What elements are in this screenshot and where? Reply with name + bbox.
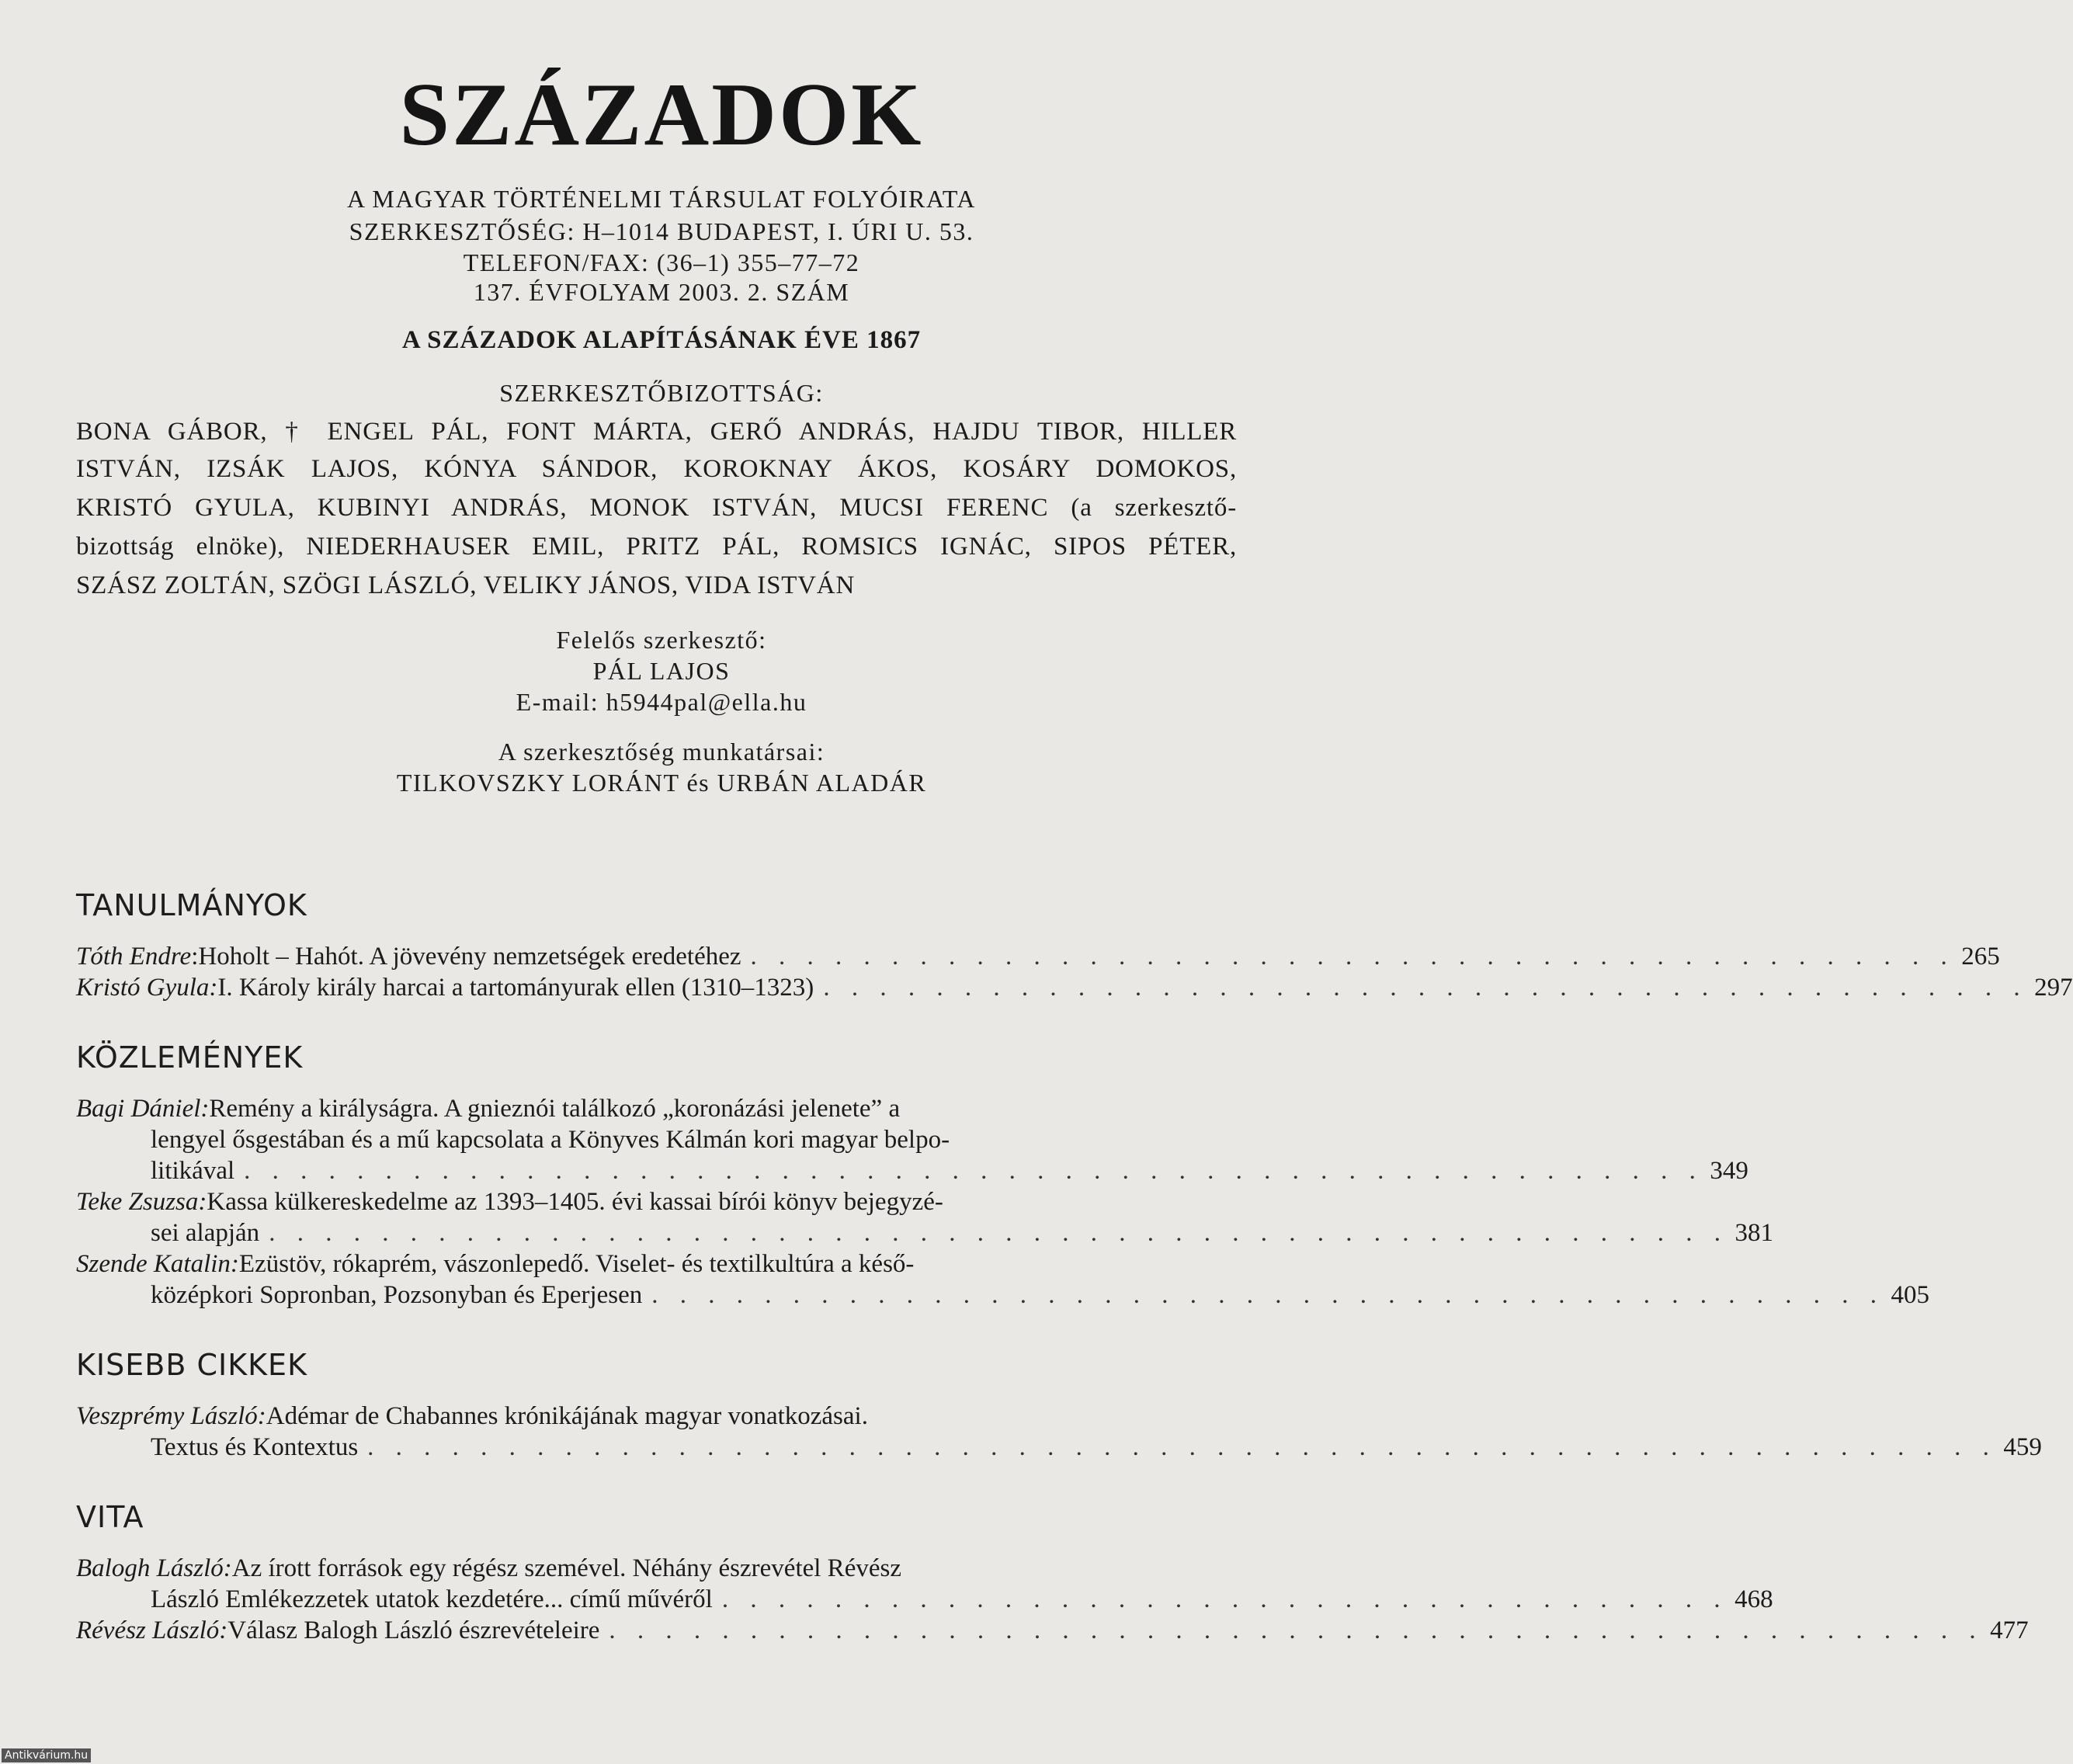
toc-entry <box>76 1186 1234 1217</box>
editor-email: E-mail: h5944pal@ella.hu <box>516 688 807 716</box>
section-entries <box>76 1093 1930 1311</box>
editor-name: PÁL LAJOS <box>592 657 731 685</box>
section-entries <box>76 941 2073 1003</box>
entry-author: Teke Zsuzsa: <box>76 1188 207 1216</box>
entry-title: Remény a királyságra. A gnieznói találkozó „koronázási jelenete” a <box>209 1095 901 1123</box>
publisher-line: A MAGYAR TÖRTÉNELMI TÁRSULAT FOLYÓIRATA <box>347 185 976 213</box>
volume-line: 137. ÉVFOLYAM 2003. 2. SZÁM <box>473 278 850 306</box>
entry-title: Adémar de Chabannes krónikájának magyar vonatkozásai. <box>266 1402 868 1430</box>
entry-page: 459 <box>2003 1433 2042 1461</box>
watermark: Antikvárium.hu <box>2 1748 91 1762</box>
entry-author: Veszprémy László: <box>76 1402 266 1430</box>
leader-dots: . . . . . . . . . . . . . . . . . . . . . . . . . . . . . . . . . . . . . . . . . . . . <box>651 1281 1885 1309</box>
entry-title: Ezüstöv, rókaprém, vászonlepedő. Viselet- és textilkultúra a késő- <box>238 1250 915 1278</box>
section-heading: KISEBB CIKKEK <box>76 1348 307 1382</box>
section-heading: VITA <box>76 1500 144 1534</box>
toc-entry: Tóth Endre : Hoholt – Hahót. A jövevény nemzetségek eredetéhez . . . . . . . . . . . . . . . . . . . . . . . . . . . . . . . . . . . . . . . . . . . 265 <box>76 943 2000 971</box>
leader-dots: . . . . . . . . . . . . . . . . . . . . . . . . . . . . . . . . . . . . . . . . . . . . . . . . . . . . <box>269 1219 1728 1247</box>
leader-dots: . . . . . . . . . . . . . . . . . . . . . . . . . . . . . . . . . . . . . . . . . . . . . . . . . . . . <box>244 1157 1703 1185</box>
address-line: SZERKESZTŐSÉG: H–1014 BUDAPEST, I. ÚRI U. 53. <box>349 217 974 245</box>
entry-page: 381 <box>1734 1219 1773 1247</box>
founded-line: A SZÁZADOK ALAPÍTÁSÁNAK ÉVE 1867 <box>401 326 922 354</box>
staff-label: A szerkesztőség munkatársai: <box>498 738 825 766</box>
toc-entry <box>76 1553 1234 1584</box>
entry-author: Kristó Gyula: <box>76 974 218 1002</box>
entry-title: László Emlékezzetek utatok kezdetére... című művéről <box>151 1585 713 1613</box>
entry-page: 477 <box>1990 1616 2029 1644</box>
entry-page: 349 <box>1710 1157 1748 1185</box>
entry-title: középkori Sopronban, Pozsonyban és Eperjesen <box>151 1281 643 1309</box>
entry-title: Kassa külkereskedelme az 1393–1405. évi kassai bírói könyv bejegyzé- <box>207 1188 943 1216</box>
editor-label: Felelős szerkesztő: <box>556 626 767 654</box>
entry-page: 297 <box>2034 974 2073 1002</box>
leader-dots: . . . . . . . . . . . . . . . . . . . . . . . . . . . . . . . . . . . . <box>721 1585 1728 1613</box>
entry-title: Textus és Kontextus <box>151 1433 359 1461</box>
entry-author: Balogh László: <box>76 1554 232 1582</box>
entry-title: litikával <box>151 1157 235 1185</box>
phone-line: TELEFON/FAX: (36–1) 355–77–72 <box>463 248 860 276</box>
board-line: KRISTÓ GYULA, KUBINYI ANDRÁS, MONOK ISTVÁN, MUCSI FERENC (a szerkesztő- <box>76 494 1237 522</box>
journal-title: SZÁZADOK <box>399 65 924 165</box>
leader-dots: . . . . . . . . . . . . . . . . . . . . . . . . . . . . . . . . . . . . . . . . . . . <box>750 943 1955 971</box>
section-heading: TANULMÁNYOK <box>76 888 307 922</box>
toc-entry <box>76 1401 1234 1432</box>
toc-entry <box>76 1093 1234 1124</box>
entry-title: lengyel ősgestában és a mű kapcsolata a Könyves Kálmán kori magyar belpo- <box>151 1126 950 1154</box>
board-line: SZÁSZ ZOLTÁN, SZÖGI LÁSZLÓ, VELIKY JÁNOS, VIDA ISTVÁN <box>76 571 856 599</box>
section-entries <box>76 1401 2042 1463</box>
staff-names: TILKOVSZKY LORÁNT és URBÁN ALADÁR <box>396 769 927 797</box>
entry-title: Az írott források egy régész szemével. Néhány észrevétel Révész <box>231 1554 901 1582</box>
leader-dots: . . . . . . . . . . . . . . . . . . . . . . . . . . . . . . . . . . . . . . . . . . . . . . . . . <box>609 1616 1984 1644</box>
entry-author: Tóth Endre <box>76 943 192 971</box>
board-line: ISTVÁN, IZSÁK LAJOS, KÓNYA SÁNDOR, KOROKNAY ÁKOS, KOSÁRY DOMOKOS, <box>76 455 1237 483</box>
section-entries <box>76 1553 2029 1646</box>
leader-dots: . . . . . . . . . . . . . . . . . . . . . . . . . . . . . . . . . . . . . . . . . . . <box>823 974 2028 1002</box>
toc-entry <box>76 1615 2029 1646</box>
entry-author: Révész László: <box>76 1616 228 1644</box>
entry-author: Szende Katalin: <box>76 1250 239 1278</box>
entry-page: 405 <box>1891 1281 1930 1309</box>
entry-title: Hoholt – Hahót. A jövevény nemzetségek eredetéhez <box>198 943 741 971</box>
toc-entry <box>76 1248 1234 1280</box>
board-line: bizottság elnöke), NIEDERHAUSER EMIL, PRITZ PÁL, ROMSICS IGNÁC, SIPOS PÉTER, <box>76 533 1237 561</box>
section-heading: KÖZLEMÉNYEK <box>76 1040 304 1075</box>
entry-title: I. Károly király harcai a tartományurak ellen (1310–1323) <box>217 974 814 1002</box>
entry-page: 265 <box>1961 943 2000 971</box>
board-heading: SZERKESZTŐBIZOTTSÁG: <box>499 379 824 407</box>
leader-dots: . . . . . . . . . . . . . . . . . . . . . . . . . . . . . . . . . . . . . . . . . . . . . . . . . . . . . . . . . . <box>367 1433 1997 1461</box>
board-line: BONA GÁBOR, † ENGEL PÁL, FONT MÁRTA, GERŐ ANDRÁS, HAJDU TIBOR, HILLER <box>76 418 1237 446</box>
entry-author: Bagi Dániel: <box>76 1095 210 1123</box>
entry-title: Válasz Balogh László észrevételeire <box>227 1616 600 1644</box>
toc-entry <box>76 972 2073 1003</box>
entry-title: sei alapján <box>151 1219 260 1247</box>
entry-page: 468 <box>1734 1585 1773 1613</box>
